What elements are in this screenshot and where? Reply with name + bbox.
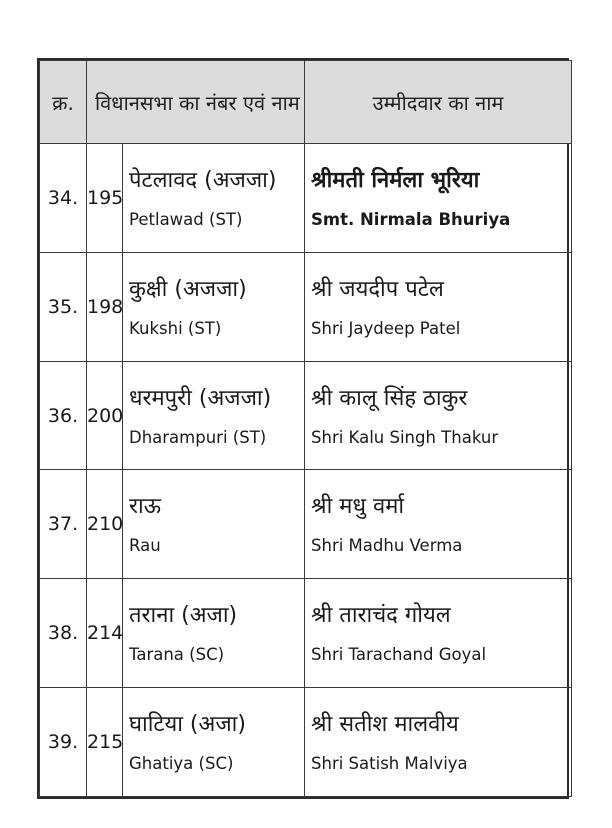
constituency-name-cell [123, 470, 305, 579]
table-row [40, 252, 572, 361]
constituency-number-cell: 210 [87, 470, 123, 579]
constituency-column-header: विधानसभा का नंबर एवं नाम [87, 61, 305, 144]
candidate-name-hindi: श्री सतीश मालवीय [311, 712, 459, 738]
table-row [40, 361, 572, 470]
constituency-name-english: Kukshi (ST) [129, 318, 222, 338]
candidate-name-cell [305, 252, 572, 361]
constituency-name-hindi: पेटलावद (अजजा) [129, 167, 277, 193]
constituency-name-english: Dharampuri (ST) [129, 427, 267, 447]
candidate-name-hindi: श्री कालू सिंह ठाकुर [311, 385, 468, 411]
candidate-name-english: Shri Tarachand Goyal [311, 645, 487, 665]
candidate-name-hindi: श्री मधु वर्मा [311, 494, 405, 520]
constituency-number-cell: 214 [87, 579, 123, 688]
candidate-name-hindi: श्री जयदीप पटेल [311, 276, 444, 302]
constituency-name-english: Tarana (SC) [129, 645, 225, 665]
serial-number-cell: 39. [40, 688, 87, 797]
constituency-name-hindi: धरमपुरी (अजजा) [129, 385, 272, 411]
candidate-name-hindi: श्रीमती निर्मला भूरिया [311, 167, 480, 193]
constituency-name-english: Ghatiya (SC) [129, 754, 234, 774]
constituency-name-cell [123, 361, 305, 470]
serial-number-cell: 37. [40, 470, 87, 579]
constituency-name-hindi: कुक्षी (अजजा) [129, 276, 247, 302]
constituency-name-english: Petlawad (ST) [129, 209, 243, 229]
candidate-table [39, 60, 572, 797]
candidate-name-english: Shri Madhu Verma [311, 536, 463, 556]
candidate-list-document [37, 58, 569, 799]
constituency-name-english: Rau [129, 536, 161, 556]
table-row [40, 579, 572, 688]
table-row [40, 470, 572, 579]
constituency-number-cell: 198 [87, 252, 123, 361]
candidate-name-cell [305, 688, 572, 797]
serial-number-cell: 36. [40, 361, 87, 470]
table-header-row [40, 61, 572, 144]
candidate-name-cell [305, 144, 572, 253]
candidate-name-english: Shri Jaydeep Patel [311, 318, 461, 338]
constituency-number-cell: 215 [87, 688, 123, 797]
constituency-name-cell [123, 144, 305, 253]
candidate-name-english: Smt. Nirmala Bhuriya [311, 209, 511, 229]
table-row [40, 688, 572, 797]
constituency-number-cell: 200 [87, 361, 123, 470]
constituency-name-cell [123, 252, 305, 361]
constituency-name-cell [123, 688, 305, 797]
candidate-name-cell [305, 470, 572, 579]
constituency-name-hindi: राऊ [129, 494, 161, 520]
serial-number-cell: 35. [40, 252, 87, 361]
candidate-name-cell [305, 579, 572, 688]
constituency-name-hindi: तराना (अजा) [129, 603, 238, 629]
table-row [40, 144, 572, 253]
serial-number-cell: 38. [40, 579, 87, 688]
candidate-column-header: उम्मीदवार का नाम [305, 61, 572, 144]
constituency-name-hindi: घाटिया (अजा) [129, 712, 246, 738]
candidate-name-english: Shri Satish Malviya [311, 754, 468, 774]
candidate-name-hindi: श्री ताराचंद गोयल [311, 603, 451, 629]
constituency-number-cell: 195 [87, 144, 123, 253]
table-body [40, 144, 572, 797]
candidate-name-english: Shri Kalu Singh Thakur [311, 427, 499, 447]
constituency-name-cell [123, 579, 305, 688]
serial-column-header: क्र. [40, 61, 87, 144]
serial-number-cell: 34. [40, 144, 87, 253]
candidate-name-cell [305, 361, 572, 470]
